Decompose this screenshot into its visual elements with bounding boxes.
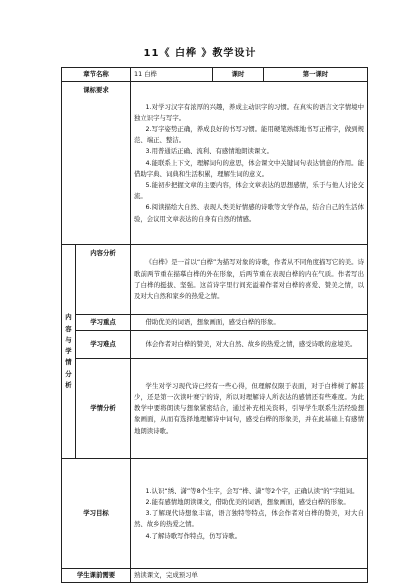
content-analysis-text: 《白桦》是一首以“白桦”为描写对象的诗歌，作者从不同角度描写它的美。诗歌前两节重在描摹白桦的外在形象，后两节重在表现白桦的内在气质。作者写出了白桦的挺拔、坚强。这首诗字里行间充溢着作者对白桦的喜爱、赞美之情，以及对大自然和家乡的热爱之情。 <box>131 245 368 315</box>
prep-row <box>62 569 368 583</box>
difficulties-label: 学习难点 <box>76 331 131 359</box>
page-title: 11《 白桦 》教学设计 <box>143 48 257 59</box>
requirements-label: 课标要求 <box>62 82 131 245</box>
objective-item: 4.了解诗歌写作特点，仿写诗歌。 <box>145 531 242 540</box>
learner-analysis-label: 学情分析 <box>76 359 131 459</box>
objectives-row <box>62 459 368 569</box>
difficulties-text: 体会作者对白桦的赞美，对大自然、故乡的热爱之情，感受诗歌的意境美。 <box>131 331 368 359</box>
learner-analysis-row <box>62 359 368 459</box>
analysis-group-label: 内 容 与 学 情 分 析 <box>62 245 76 459</box>
requirement-item: 1.对学习汉字有浓厚的兴趣，养成主动识字的习惯。在真实的语言文字情境中独立识字与写字。 <box>134 102 364 122</box>
header-row <box>62 68 368 82</box>
prep-text: 熟读课文，完成预习单 <box>131 569 368 583</box>
objective-item: 1.认识“绣、潇”等8个生字，会写“桦、潇”等2个字，正确认读“的”字组词。 <box>145 486 359 495</box>
requirement-item: 5.能初步把握文章的主要内容，体会文章表达的思想感情，乐于与他人讨论交流。 <box>134 181 364 201</box>
requirements-content <box>131 82 368 245</box>
difficulties-row <box>62 331 368 359</box>
requirement-item: 6.阅读描绘大自然、表现人类美好情感的诗歌等文学作品，结合自己的生活体验，会议用文章表达的自身有自然的情感。 <box>134 203 364 223</box>
lesson-plan-table <box>61 67 368 583</box>
period-value: 第一课时 <box>264 68 368 82</box>
learner-analysis-text: 学生对学习现代诗已经有一些心得，但理解仅限于表面，对于白桦树了解甚少，还是第一次读叶赛宁的诗，所以对理解诗人所表达的感情还有些难度。为此教学中要将朗读与想象紧密结合，通过补充相关资料，引导学生联系生活经验想象画面，从而有选择地理解诗中词句，感受白桦的形象美，并在此基础上有感情地朗读诗歌。 <box>131 359 368 459</box>
period-label: 课时 <box>213 68 264 82</box>
objectives-content <box>131 459 368 569</box>
prep-label: 学生课前需要 <box>62 569 131 583</box>
key-points-text: 借助优美的词语，想象画面，感受白桦的形象。 <box>131 315 368 331</box>
content-analysis-label: 内容分析 <box>76 245 131 315</box>
requirement-item: 3.用普通话正确、流利、有感情地朗读课文。 <box>145 147 274 156</box>
objectives-label: 学习目标 <box>62 459 131 569</box>
key-points-row <box>62 315 368 331</box>
objective-item: 3.了解现代诗想象丰富，语言独特等特点，体会作者对白桦的赞美，对大自然、故乡的热爱之情。 <box>134 509 364 529</box>
objective-item: 2.能有感情地朗读课文，借助优美的词语，想象画面，感受白桦的形象。 <box>145 497 350 506</box>
requirement-item: 2.写字姿势正确，养成良好的书写习惯。能用硬笔熟练地书写正楷字，做到规范、端正、整洁。 <box>134 124 364 145</box>
chapter-label: 章节名称 <box>62 68 131 82</box>
requirements-row <box>62 82 368 245</box>
key-points-label: 学习重点 <box>76 315 131 331</box>
requirement-item: 4.能联系上下文，理解词句的意思，体会课文中关键词句表达情意的作用。能借助字典、词典和生活积累，理解生词的意义。 <box>134 158 364 178</box>
content-analysis-row <box>62 245 368 315</box>
chapter-value: 11 白桦 <box>131 68 213 82</box>
